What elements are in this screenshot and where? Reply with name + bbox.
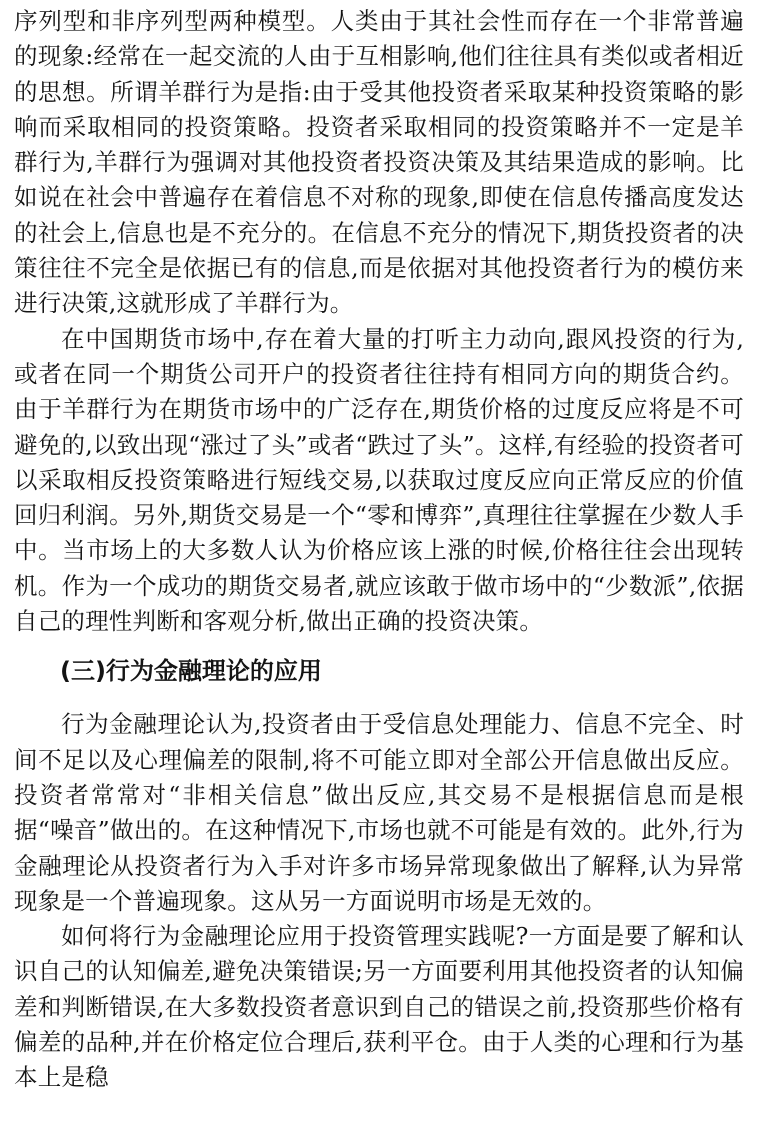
spacer bbox=[14, 639, 744, 654]
section-heading: (三)行为金融理论的应用 bbox=[60, 657, 322, 686]
paragraph-china-futures-market: 在中国期货市场中,存在着大量的打听主力动向,跟风投资的行为,或者在同一个期货公司开户的投资者往往持有相同方向的期货合约。由于羊群行为在期货市场中的广泛存在,期货价格的过度反应将是不可避免的,以致出现“涨过了头”或者“跌过了头”。这样,有经验的投资者可以采取相反投资策略进行短线交易,以获取过度反应向正常反应的价值回归利润。另外,期货交易是一个“零和博弈”,真理往往掌握在少数人手中。当市场上的大多数人认为价格应该上涨的时候,价格往往会出现转机。作为一个成功的期货交易者,就应该敢于做市场中的“少数派”,依据自己的理性判断和客观分析,做出正确的投资决策。 bbox=[14, 324, 744, 636]
paragraph-investment-practice: 如何将行为金融理论应用于投资管理实践呢?一方面是要了解和认识自己的认知偏差,避免决策错误;另一方面要利用其他投资者的认知偏差和判断错误,在大多数投资者意识到自己的错误之前,投资那些价格有偏差的品种,并在价格定位合理后,获利平仓。由于人类的心理和行为基本上是稳 bbox=[14, 922, 744, 1092]
spacer bbox=[14, 689, 744, 707]
document-page bbox=[14, 4, 744, 1096]
paragraph-behavioral-finance-theory: 行为金融理论认为,投资者由于受信息处理能力、信息不完全、时间不足以及心理偏差的限制,将不可能立即对全部公开信息做出反应。投资者常常对“非相关信息”做出反应,其交易不是根据信息而是根据“噪音”做出的。在这种情况下,市场也就不可能是有效的。此外,行为金融理论从投资者行为入手对许多市场异常现象做出了解释,认为异常现象是一个普遍现象。这从另一方面说明市场是无效的。 bbox=[14, 710, 744, 915]
paragraph-continued-herd-behavior: 序列型和非序列型两种模型。人类由于其社会性而存在一个非常普遍的现象:经常在一起交流的人由于互相影响,他们往往具有类似或者相近的思想。所谓羊群行为是指:由于受其他投资者采取某种投资策略的影响而采取相同的投资策略。投资者采取相同的投资策略并不一定是羊群行为,羊群行为强调对其他投资者投资决策及其结果造成的影响。比如说在社会中普遍存在着信息不对称的现象,即使在信息传播高度发达的社会上,信息也是不充分的。在信息不充分的情况下,期货投资者的决策往往不完全是依据已有的信息,而是依据对其他投资者行为的模仿来进行决策,这就形成了羊群行为。 bbox=[14, 7, 744, 318]
